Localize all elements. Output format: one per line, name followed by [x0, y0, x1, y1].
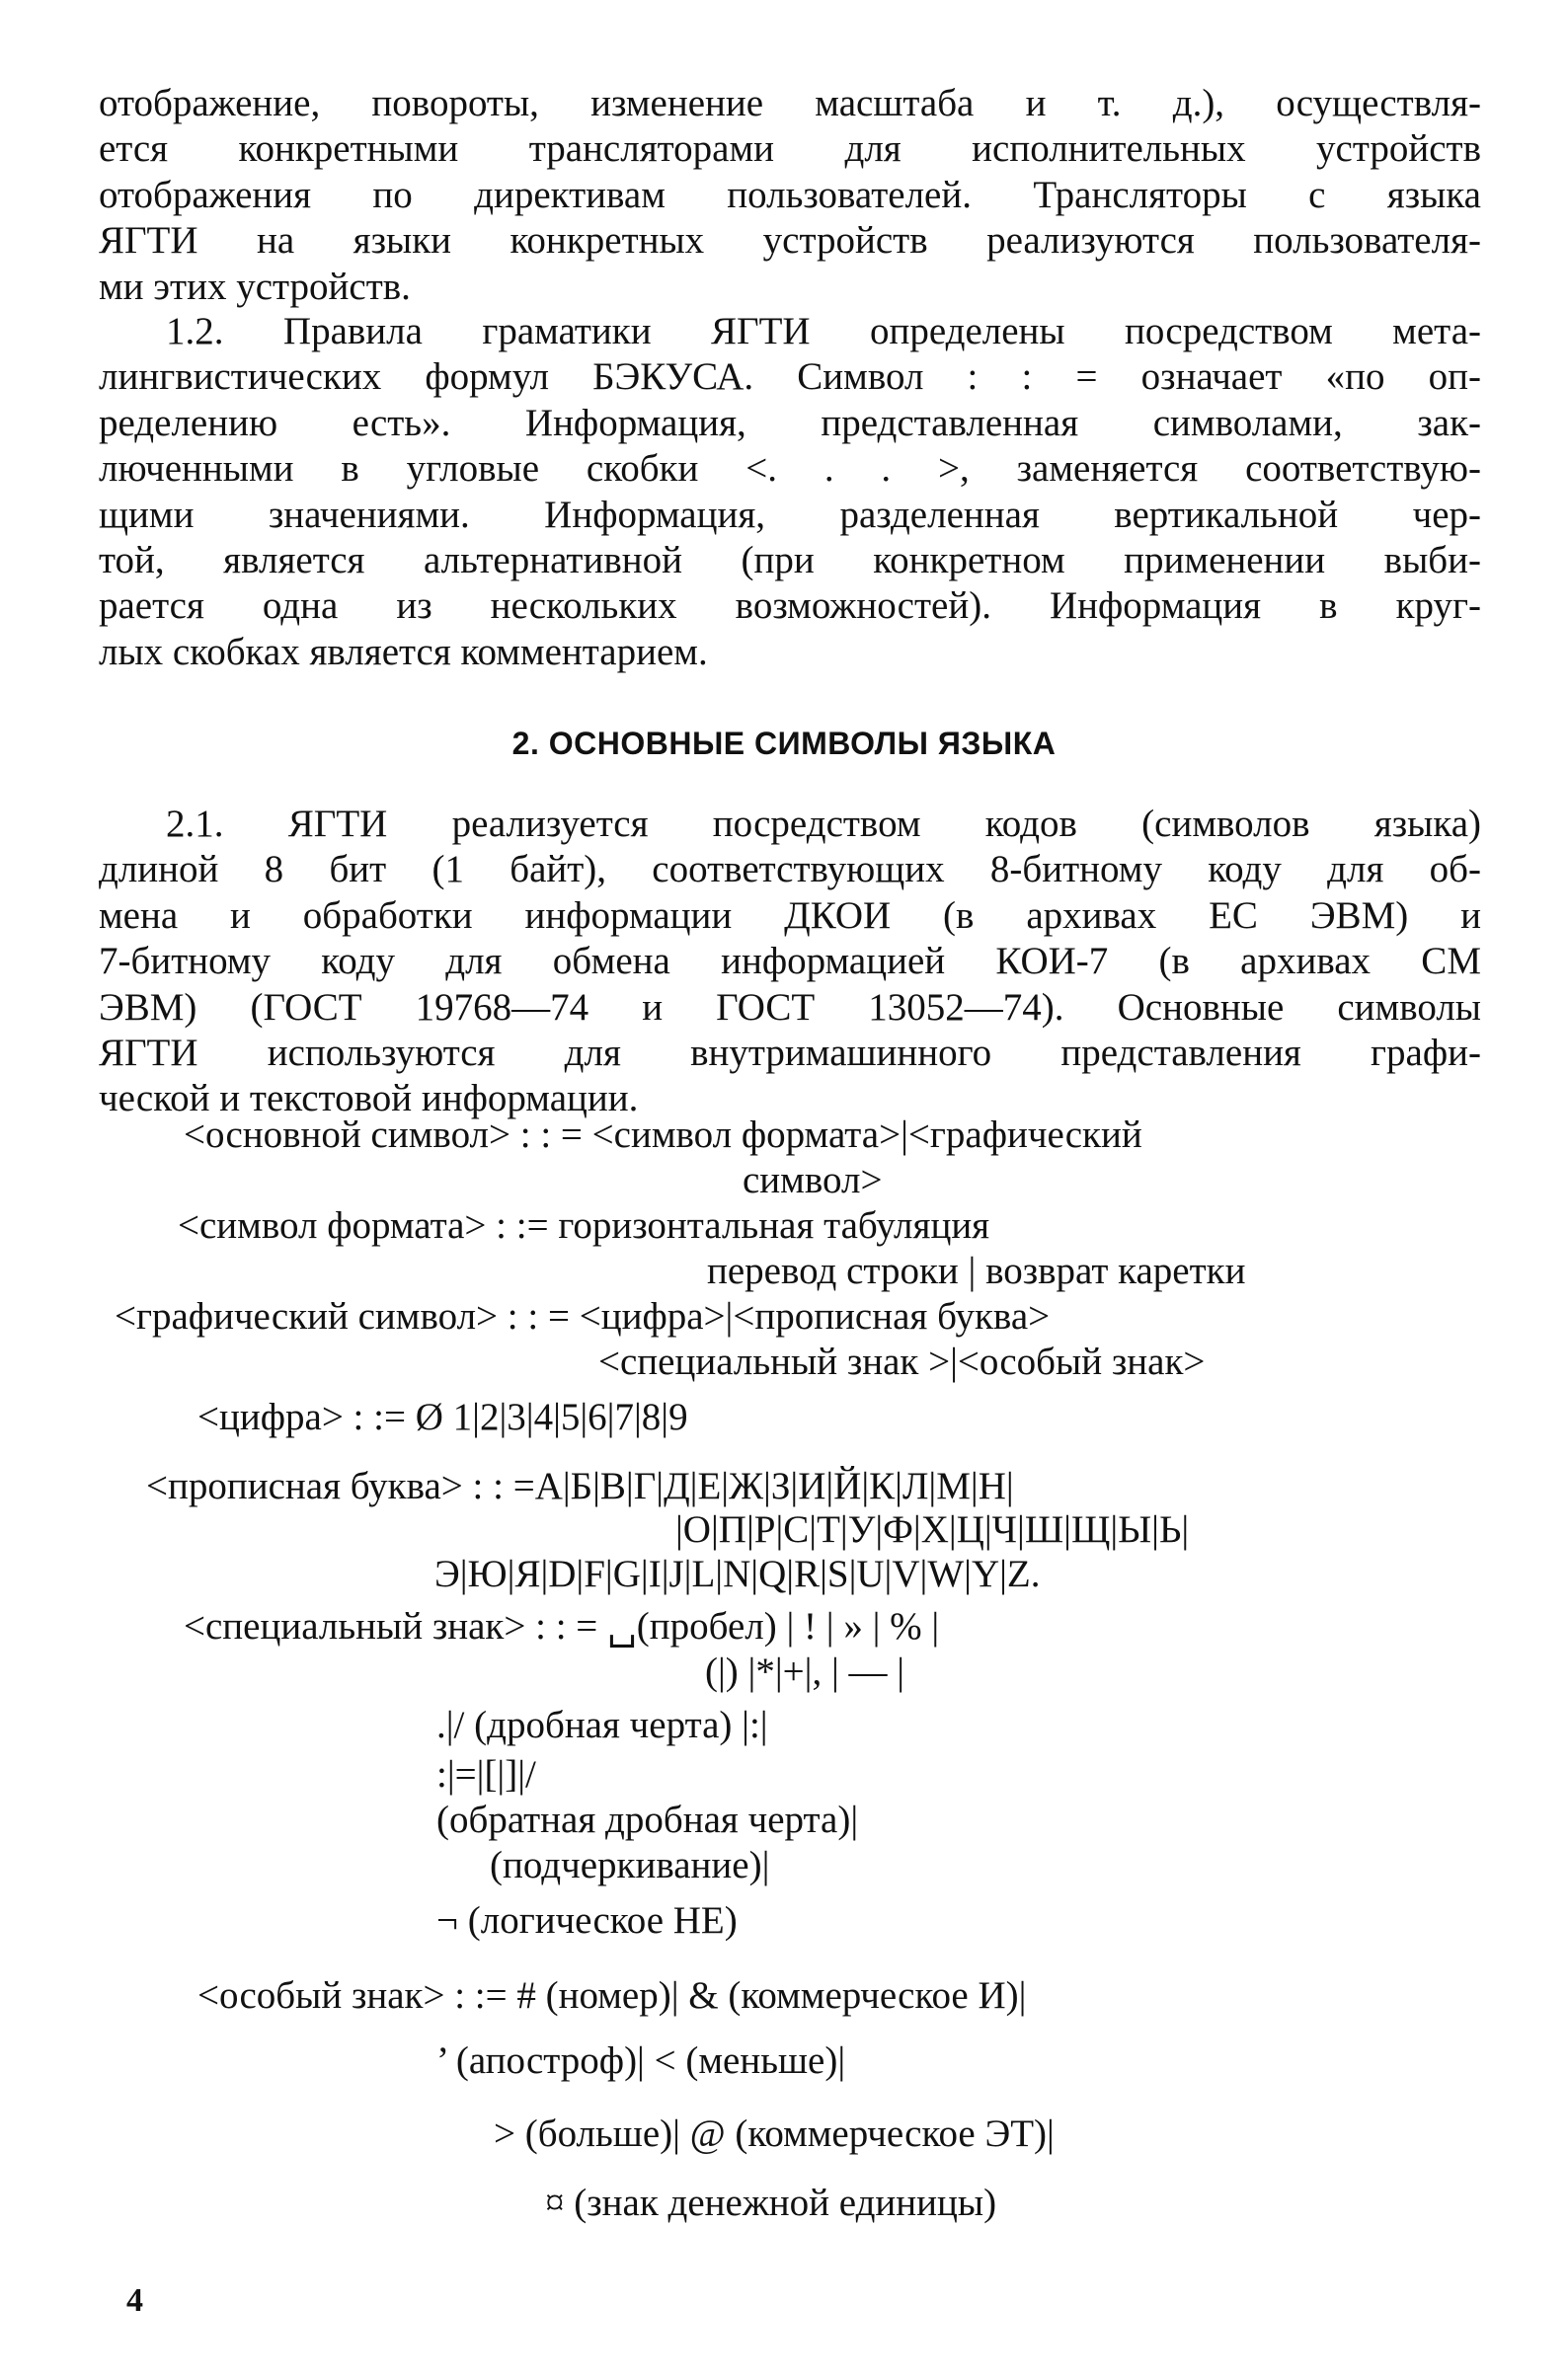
- rule-digit: <цифра> : := Ø 1|2|3|4|5|6|7|8|9: [197, 1396, 688, 1438]
- text-line: ми этих устройств.: [99, 265, 411, 308]
- paragraph-2-1: [99, 802, 1481, 1122]
- rule-special-sign-cont: ¬ (логическое НЕ): [436, 1899, 738, 1942]
- text-line: 7-битному коду для обмена информацией КОИ-7 (в архивах СМ: [99, 940, 1481, 983]
- rule-uppercase-letter-cont: Э|Ю|Я|D|F|G|I|J|L|N|Q|R|S|U|V|W|Y|Z.: [434, 1553, 1041, 1595]
- rule-basic-symbol: <основной символ> : : = <символ формата>|<графический: [184, 1113, 1142, 1156]
- page-number: 4: [126, 2282, 143, 2319]
- rule-special-sign-cont: .|/ (дробная черта) |:|: [436, 1704, 768, 1746]
- text-line: люченными в угловые скобки <. . . >, заменяется соответствую-: [99, 447, 1481, 491]
- rule-basic-symbol-cont: символ>: [743, 1159, 883, 1201]
- text-line: мена и обработки информации ДКОИ (в архивах ЕС ЭВМ) и: [99, 893, 1481, 937]
- text-line: той, является альтернативной (при конкретном применении выби-: [99, 539, 1481, 582]
- text-line: ческой и текстовой информации.: [99, 1077, 639, 1120]
- rule-format-symbol-cont: перевод строки | возврат каретки: [707, 1250, 1246, 1292]
- text-line: 1.2. Правила граматики ЯГТИ определены посредством мета-: [166, 310, 1481, 352]
- text-line: щими значениями. Информация, разделенная вертикальной чер-: [99, 493, 1481, 536]
- text-line: ЯГТИ на языки конкретных устройств реализуются пользователя-: [99, 219, 1481, 263]
- rule-special-sign-cont: (обратная дробная черта)|: [436, 1799, 859, 1841]
- paragraph-1-2: [99, 309, 1481, 675]
- text-line: длиной 8 бит (1 байт), соответствующих 8-битному коду для об-: [99, 848, 1481, 891]
- rule-special-sign-cont: (подчеркивание)|: [490, 1844, 770, 1886]
- text-line: 2.1. ЯГТИ реализуется посредством кодов (символов языка): [166, 803, 1481, 845]
- rule-special-sign-cont: (|) |*|+|, | — |: [705, 1651, 905, 1693]
- text-line: ЯГТИ используются для внутримашинного представления графи-: [99, 1032, 1481, 1075]
- rule-special-sign: <специальный знак> : : = ␣(пробел) | ! | » | % |: [184, 1605, 940, 1648]
- text-line: лингвистических формул БЭКУСА. Символ : : = означает «по оп-: [99, 355, 1481, 399]
- text-line: ется конкретными трансляторами для исполнительных устройств: [99, 127, 1481, 171]
- rule-particular-sign: <особый знак> : := # (номер)| & (коммерческое И)|: [197, 1974, 1027, 2017]
- rule-format-symbol: <символ формата> : := горизонтальная табуляция: [178, 1204, 990, 1247]
- text-line: лых скобках является комментарием.: [99, 630, 708, 673]
- rule-graphic-symbol-cont: <специальный знак >|<особый знак>: [598, 1341, 1206, 1383]
- text-line: ределению есть». Информация, представленная символами, зак-: [99, 401, 1481, 444]
- section-heading: 2. ОСНОВНЫЕ СИМВОЛЫ ЯЗЫКА: [511, 726, 1057, 761]
- rule-particular-sign-cont: ’ (апостроф)| < (меньше)|: [436, 2039, 846, 2082]
- rule-graphic-symbol: <графический символ> : : = <цифра>|<прописная буква>: [115, 1295, 1051, 1338]
- rule-particular-sign-cont: ¤ (знак денежной единицы): [545, 2182, 997, 2224]
- text-line: ЭВМ) (ГОСТ 19768—74 и ГОСТ 13052—74). Основные символы: [99, 985, 1481, 1029]
- text-line: рается одна из нескольких возможностей). Информация в круг-: [99, 584, 1481, 628]
- rule-uppercase-letter: <прописная буква> : : =А|Б|В|Г|Д|Е|Ж|З|И|Й|К|Л|М|Н|: [146, 1465, 1014, 1507]
- rule-particular-sign-cont: > (больше)| @ (коммерческое ЭТ)|: [494, 2112, 1055, 2155]
- text-line: отображения по директивам пользователей. Трансляторы с языка: [99, 173, 1481, 216]
- paragraph-intro: [99, 81, 1481, 310]
- text-line: отображение, повороты, изменение масштаба и т. д.), осуществля-: [99, 82, 1481, 124]
- rule-special-sign-cont: :|=|[|]|/: [436, 1753, 536, 1796]
- rule-uppercase-letter-cont: |О|П|Р|С|Т|У|Ф|Х|Ц|Ч|Ш|Щ|Ы|Ь|: [675, 1508, 1190, 1551]
